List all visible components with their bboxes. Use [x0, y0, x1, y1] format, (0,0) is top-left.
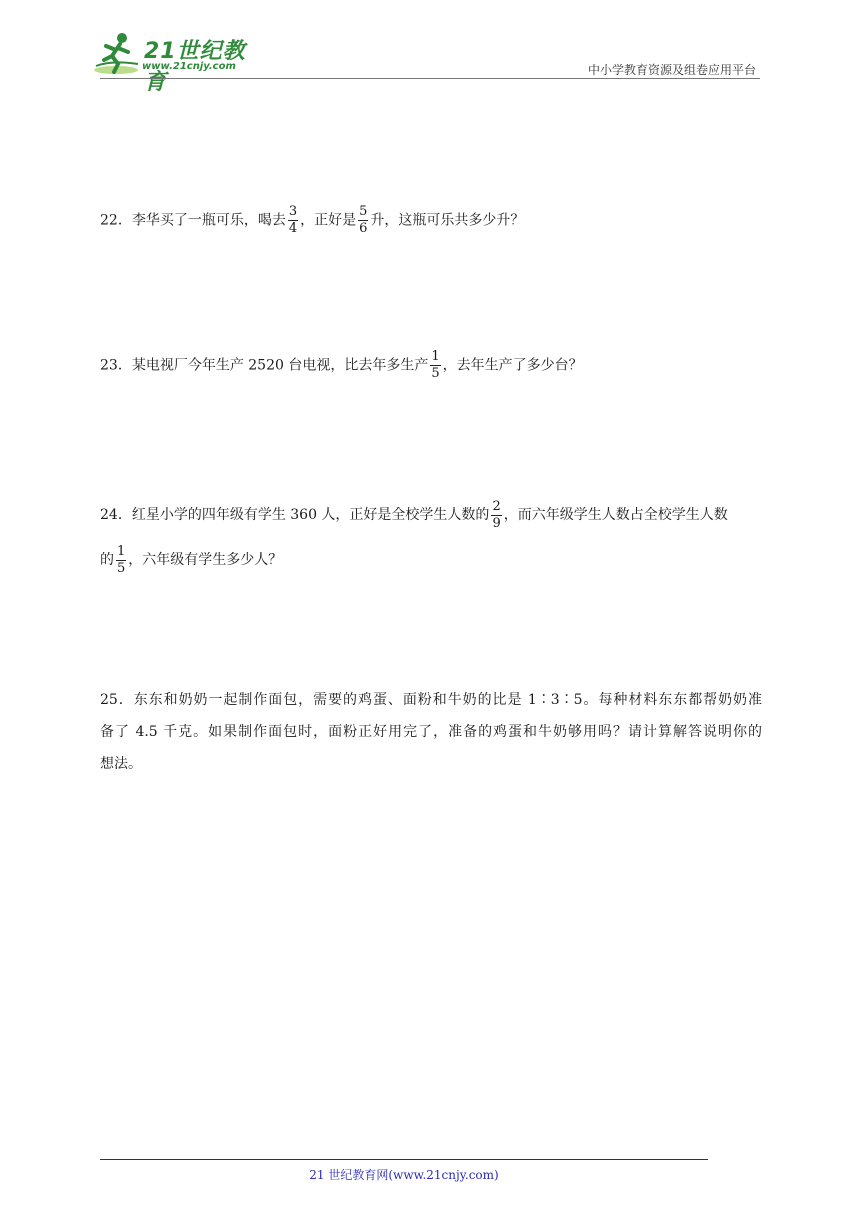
q24-line-2 — [100, 543, 762, 577]
q24-text-a: 24．红星小学的四年级有学生 360 人，正好是全校学生人数的 — [100, 507, 490, 523]
q23-text-a: 23．某电视厂今年生产 2520 台电视，比去年多生产 — [100, 357, 429, 374]
q24-text-b: ，而六年级学生人数占全校学生人数 — [503, 507, 728, 523]
header-divider — [100, 78, 760, 79]
logo-text: 21世纪教育 — [144, 39, 246, 95]
q22-text-a: 22．李华买了一瓶可乐，喝去 — [100, 212, 286, 229]
footer-divider — [100, 1159, 708, 1160]
question-25 — [100, 690, 762, 786]
q22-text-b: ，正好是 — [300, 212, 357, 229]
runner-logo-icon — [92, 30, 144, 78]
q23-fraction-1: $\frac{1}{5}$ — [431, 349, 440, 381]
question-22 — [100, 205, 762, 236]
q24-fraction-1: $\frac{2}{9}$ — [492, 498, 501, 531]
q23-text-b: ，去年生产了多少台？ — [442, 357, 583, 374]
q24-line-1 — [100, 498, 762, 532]
q24-text-c: 的 — [100, 552, 114, 568]
footer-link[interactable]: 21 世纪教育网(www.21cnjy.com) — [309, 1168, 499, 1182]
q25-line-2: 备了 4.5 千克。如果制作面包时，面粉正好用完了，准备的鸡蛋和牛奶够用吗？请计算解答说明你的 — [100, 724, 762, 740]
q25-line-1: 25．东东和奶奶一起制作面包，需要的鸡蛋、面粉和牛奶的比是 1∶3∶5。每种材料东东都帮奶奶准 — [100, 692, 762, 708]
q22-fraction-2: $\frac{5}{6}$ — [359, 204, 368, 236]
platform-title: 中小学教育资源及组卷应用平台 — [587, 63, 756, 77]
logo-url: www.21cnjy.com — [142, 61, 236, 72]
q24-text-d: ，六年级有学生多少人？ — [128, 552, 283, 568]
q24-fraction-2: $\frac{1}{5}$ — [117, 543, 126, 576]
site-logo — [92, 30, 262, 95]
q25-line-3: 想法。 — [100, 756, 142, 772]
question-24 — [100, 498, 762, 577]
q22-fraction-1: $\frac{3}{4}$ — [288, 204, 298, 236]
question-23 — [100, 350, 762, 381]
q22-text-c: 升，这瓶可乐共多少升？ — [370, 212, 525, 229]
